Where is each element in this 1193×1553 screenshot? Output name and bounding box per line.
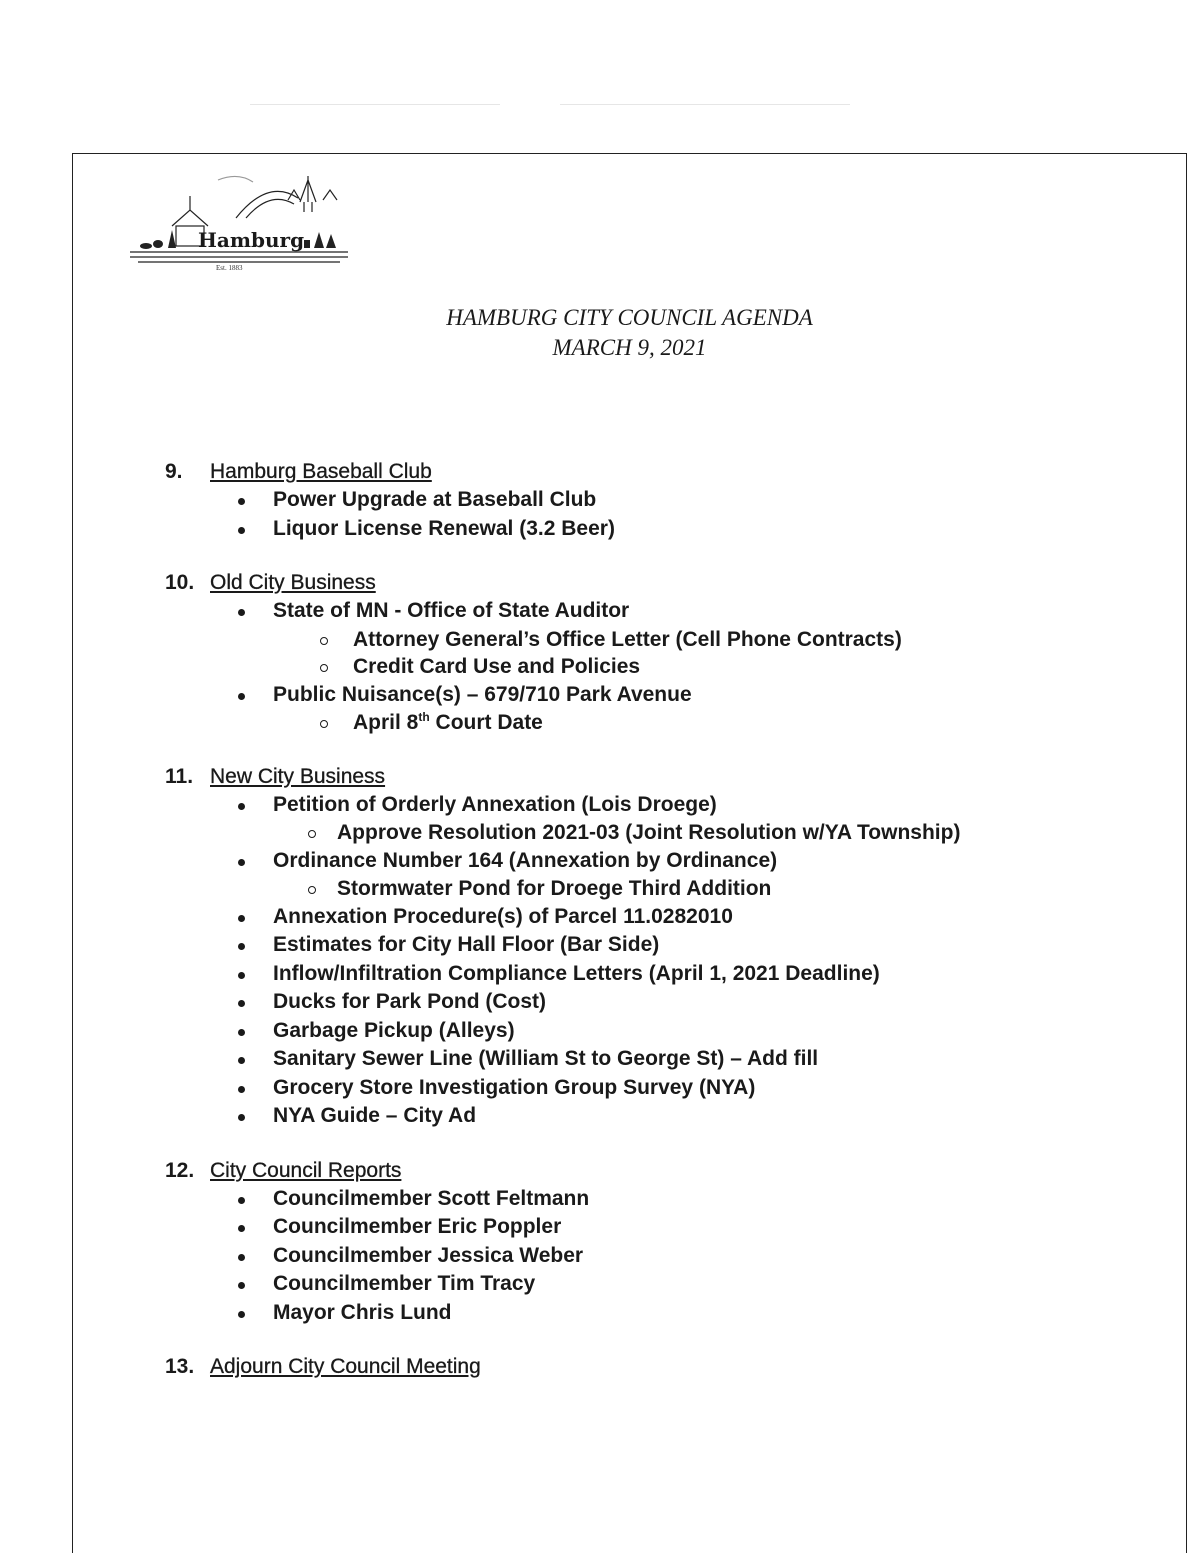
agenda-item bbox=[165, 681, 1125, 710]
agenda-item bbox=[165, 1045, 1125, 1074]
bullet-icon bbox=[238, 915, 245, 922]
bullet-icon bbox=[238, 609, 245, 616]
agenda-item-text: Ducks for Park Pond (Cost) bbox=[273, 990, 547, 1013]
agenda-subitem bbox=[165, 626, 1125, 654]
agenda-subitem bbox=[165, 709, 1125, 737]
agenda-item-text: Councilmember Eric Poppler bbox=[273, 1215, 562, 1238]
agenda-item-text: Sanitary Sewer Line (William St to George St) – Add fill bbox=[273, 1047, 819, 1070]
agenda-item-text: Annexation Procedure(s) of Parcel 11.0282010 bbox=[273, 904, 733, 928]
agenda-item bbox=[165, 1017, 1125, 1046]
bullet-icon bbox=[238, 1311, 245, 1318]
agenda-subitem bbox=[165, 875, 1125, 903]
agenda-item-text: Councilmember Tim Tracy bbox=[273, 1272, 536, 1295]
hollow-bullet-icon bbox=[308, 886, 316, 894]
agenda-title: HAMBURG CITY COUNCIL AGENDA bbox=[446, 305, 813, 330]
agenda-date: MARCH 9, 2021 bbox=[552, 335, 707, 360]
agenda-subitem-text: April 8 bbox=[353, 711, 419, 734]
bullet-icon bbox=[238, 1000, 245, 1007]
agenda-item-text: Liquor License Renewal (3.2 Beer) bbox=[273, 516, 615, 540]
agenda-item bbox=[165, 1102, 1125, 1131]
logo-wordmark: Hamburg bbox=[198, 228, 305, 252]
bullet-icon bbox=[238, 1282, 245, 1289]
ordinal-suffix: th bbox=[418, 710, 430, 724]
agenda-item bbox=[165, 1213, 1125, 1242]
bullet-icon bbox=[238, 1114, 245, 1121]
agenda-section bbox=[165, 458, 1125, 543]
section-title: Hamburg Baseball Club bbox=[210, 460, 432, 483]
agenda-item-text: Garbage Pickup (Alleys) bbox=[273, 1018, 515, 1042]
agenda-subitem-text: Approve Resolution 2021-03 (Joint Resolution w/YA Township) bbox=[337, 821, 961, 844]
agenda-item bbox=[165, 1242, 1125, 1271]
agenda-item bbox=[165, 988, 1125, 1017]
agenda-item bbox=[165, 1270, 1125, 1299]
section-title: New City Business bbox=[210, 764, 386, 788]
bullet-icon bbox=[238, 498, 245, 505]
bullet-icon bbox=[238, 1225, 245, 1232]
agenda-item bbox=[165, 931, 1125, 960]
hollow-bullet-icon bbox=[320, 637, 328, 645]
hollow-bullet-icon bbox=[320, 720, 328, 728]
section-heading bbox=[165, 458, 1125, 486]
section-title: Adjourn City Council Meeting bbox=[210, 1355, 481, 1378]
section-heading bbox=[165, 1353, 1125, 1381]
bullet-icon bbox=[238, 1197, 245, 1204]
agenda-item bbox=[165, 903, 1125, 932]
bullet-icon bbox=[238, 693, 245, 700]
agenda-item bbox=[165, 791, 1125, 820]
agenda-section bbox=[165, 569, 1125, 737]
logo-established: Est. 1883 bbox=[216, 264, 243, 272]
agenda-subitem bbox=[165, 653, 1125, 681]
bullet-icon bbox=[238, 859, 245, 866]
scan-hairline bbox=[560, 104, 850, 105]
section-title: City Council Reports bbox=[210, 1158, 402, 1182]
agenda-section bbox=[165, 1157, 1125, 1328]
agenda-subitem-text: Credit Card Use and Policies bbox=[353, 655, 641, 678]
agenda-item-text: Public Nuisance(s) – 679/710 Park Avenue bbox=[273, 682, 692, 706]
agenda-subitem-text: Stormwater Pond for Droege Third Addition bbox=[337, 877, 772, 900]
agenda-item-text: Ordinance Number 164 (Annexation by Ordinance) bbox=[273, 848, 778, 872]
hollow-bullet-icon bbox=[320, 664, 328, 672]
agenda-item bbox=[165, 1299, 1125, 1328]
agenda-section bbox=[165, 1353, 1125, 1381]
agenda-item-text: Inflow/Infiltration Compliance Letters (April 1, 2021 Deadline) bbox=[273, 961, 880, 985]
section-title: Old City Business bbox=[210, 571, 376, 594]
scan-hairline bbox=[250, 104, 500, 105]
hamburg-logo bbox=[128, 168, 350, 280]
bullet-icon bbox=[238, 943, 245, 950]
agenda-item-text: Power Upgrade at Baseball Club bbox=[273, 488, 597, 511]
agenda-item-text: Mayor Chris Lund bbox=[273, 1300, 452, 1324]
bullet-icon bbox=[238, 803, 245, 810]
bullet-icon bbox=[238, 972, 245, 979]
section-heading bbox=[165, 569, 1125, 597]
agenda-item bbox=[165, 1185, 1125, 1214]
bullet-icon bbox=[238, 1086, 245, 1093]
agenda-header bbox=[0, 303, 1193, 363]
agenda-subitem-text: Court Date bbox=[429, 711, 543, 734]
agenda-item bbox=[165, 515, 1125, 544]
bullet-icon bbox=[238, 527, 245, 534]
agenda-item-text: State of MN - Office of State Auditor bbox=[273, 599, 630, 622]
agenda-item bbox=[165, 486, 1125, 515]
agenda-item bbox=[165, 597, 1125, 626]
section-number: 9. bbox=[165, 460, 183, 483]
agenda-item bbox=[165, 960, 1125, 989]
hollow-bullet-icon bbox=[308, 830, 316, 838]
agenda-item bbox=[165, 1074, 1125, 1103]
agenda-item-text: Petition of Orderly Annexation (Lois Droege) bbox=[273, 792, 717, 816]
section-number: 12. bbox=[165, 1158, 195, 1182]
bullet-icon bbox=[238, 1254, 245, 1261]
agenda-item bbox=[165, 847, 1125, 876]
section-heading bbox=[165, 763, 1125, 791]
agenda-item-text: Grocery Store Investigation Group Survey (NYA) bbox=[273, 1075, 756, 1099]
agenda-section bbox=[165, 763, 1125, 1131]
agenda-list bbox=[165, 458, 1125, 1407]
section-number: 13. bbox=[165, 1355, 195, 1378]
agenda-item-text: Councilmember Jessica Weber bbox=[273, 1243, 584, 1267]
agenda-item-text: Councilmember Scott Feltmann bbox=[273, 1186, 590, 1210]
bullet-icon bbox=[238, 1029, 245, 1036]
section-number: 10. bbox=[165, 571, 195, 594]
section-heading bbox=[165, 1157, 1125, 1185]
agenda-item-text: Estimates for City Hall Floor (Bar Side) bbox=[273, 933, 660, 956]
bullet-icon bbox=[238, 1057, 245, 1064]
section-number: 11. bbox=[165, 764, 194, 788]
agenda-subitem-text: Attorney General’s Office Letter (Cell Phone Contracts) bbox=[353, 627, 902, 651]
agenda-item-text: NYA Guide – City Ad bbox=[273, 1104, 477, 1127]
agenda-subitem bbox=[165, 819, 1125, 847]
